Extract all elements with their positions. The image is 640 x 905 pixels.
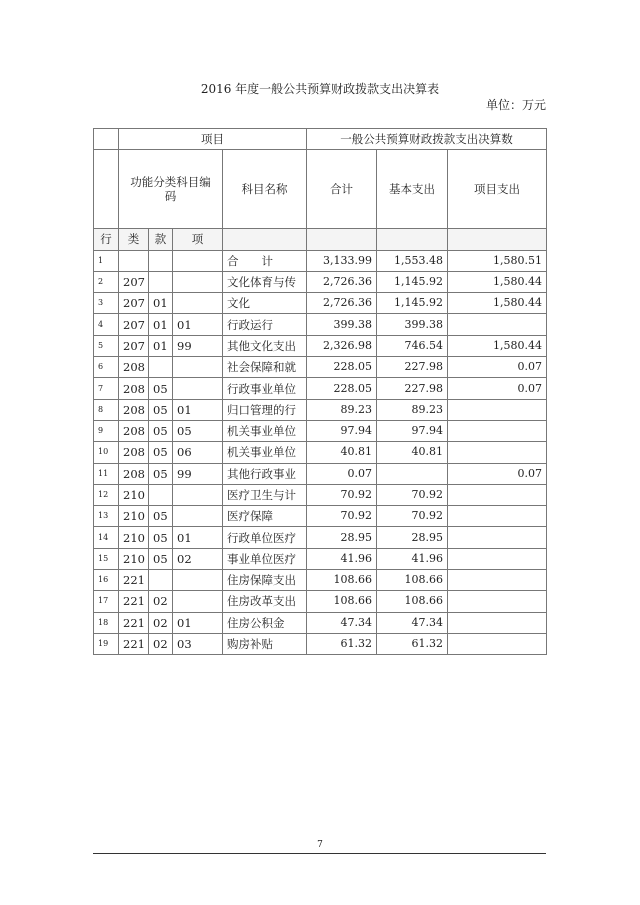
kuan-cell: 05 xyxy=(149,442,173,463)
xiang-cell: 02 xyxy=(173,548,223,569)
row-number: 19 xyxy=(94,633,119,654)
kuan-cell xyxy=(149,484,173,505)
code-header-row xyxy=(94,229,547,250)
page-number: 7 xyxy=(317,840,323,850)
lei-cell: 207 xyxy=(119,271,149,292)
xiang-cell xyxy=(173,357,223,378)
basic-cell: 97.94 xyxy=(377,420,448,441)
table-row xyxy=(94,484,547,505)
table-row xyxy=(94,570,547,591)
total-cell: 2,726.36 xyxy=(307,271,377,292)
name-cell: 住房公积金 xyxy=(223,612,307,633)
proj-cell xyxy=(448,484,547,505)
lei-cell: 210 xyxy=(119,548,149,569)
table-row xyxy=(94,399,547,420)
total-cell: 399.38 xyxy=(307,314,377,335)
name-cell: 行政事业单位 xyxy=(223,378,307,399)
budget-header: 一般公共预算财政拨款支出决算数 xyxy=(307,129,547,150)
kuan-cell xyxy=(149,357,173,378)
total-cell: 28.95 xyxy=(307,527,377,548)
total-cell: 70.92 xyxy=(307,506,377,527)
basic-cell: 108.66 xyxy=(377,570,448,591)
basic-cell: 47.34 xyxy=(377,612,448,633)
name-cell: 其他文化支出 xyxy=(223,335,307,356)
name-cell: 社会保障和就 xyxy=(223,357,307,378)
table-row xyxy=(94,633,547,654)
lei-cell: 221 xyxy=(119,570,149,591)
table-row xyxy=(94,271,547,292)
total-cell: 228.05 xyxy=(307,357,377,378)
kuan-cell: 05 xyxy=(149,463,173,484)
table-row xyxy=(94,335,547,356)
name-cell: 住房改革支出 xyxy=(223,591,307,612)
xiang-cell xyxy=(173,250,223,271)
basic-cell: 746.54 xyxy=(377,335,448,356)
basic-cell: 1,145.92 xyxy=(377,293,448,314)
proj-cell: 1,580.44 xyxy=(448,271,547,292)
name-cell: 购房补贴 xyxy=(223,633,307,654)
basic-cell: 227.98 xyxy=(377,357,448,378)
basic-cell: 227.98 xyxy=(377,378,448,399)
row-number: 18 xyxy=(94,612,119,633)
row-number: 1 xyxy=(94,250,119,271)
row-number: 13 xyxy=(94,506,119,527)
row-number: 14 xyxy=(94,527,119,548)
kuan-cell: 05 xyxy=(149,506,173,527)
basic-cell: 41.96 xyxy=(377,548,448,569)
row-number: 3 xyxy=(94,293,119,314)
proj-cell xyxy=(448,612,547,633)
lei-header: 类 xyxy=(119,229,149,250)
total-cell: 228.05 xyxy=(307,378,377,399)
basic-cell: 28.95 xyxy=(377,527,448,548)
basic-cell: 70.92 xyxy=(377,484,448,505)
kuan-cell: 05 xyxy=(149,378,173,399)
basic-cell: 61.32 xyxy=(377,633,448,654)
xiang-cell: 01 xyxy=(173,399,223,420)
footer-divider xyxy=(93,853,546,854)
table-row xyxy=(94,527,547,548)
row-number: 7 xyxy=(94,378,119,399)
row-number: 16 xyxy=(94,570,119,591)
xiang-cell xyxy=(173,591,223,612)
row-header: 行 xyxy=(94,229,119,250)
lei-cell: 207 xyxy=(119,293,149,314)
xiang-cell xyxy=(173,484,223,505)
lei-cell: 221 xyxy=(119,612,149,633)
basic-cell xyxy=(377,463,448,484)
table-row xyxy=(94,250,547,271)
total-cell: 70.92 xyxy=(307,484,377,505)
table-row xyxy=(94,591,547,612)
xiang-cell: 05 xyxy=(173,420,223,441)
name-cell: 行政单位医疗 xyxy=(223,527,307,548)
lei-cell: 221 xyxy=(119,591,149,612)
kuan-cell: 01 xyxy=(149,335,173,356)
total-cell: 2,326.98 xyxy=(307,335,377,356)
proj-cell xyxy=(448,442,547,463)
total-cell: 47.34 xyxy=(307,612,377,633)
total-cell: 2,726.36 xyxy=(307,293,377,314)
proj-cell: 1,580.44 xyxy=(448,335,547,356)
row-number: 8 xyxy=(94,399,119,420)
proj-cell xyxy=(448,506,547,527)
proj-cell xyxy=(448,420,547,441)
lei-cell: 207 xyxy=(119,314,149,335)
kuan-cell: 05 xyxy=(149,548,173,569)
total-cell: 89.23 xyxy=(307,399,377,420)
proj-cell xyxy=(448,314,547,335)
table-row xyxy=(94,378,547,399)
total-cell: 0.07 xyxy=(307,463,377,484)
basic-cell: 1,145.92 xyxy=(377,271,448,292)
row-number: 9 xyxy=(94,420,119,441)
name-cell: 事业单位医疗 xyxy=(223,548,307,569)
total-cell: 61.32 xyxy=(307,633,377,654)
row-number: 5 xyxy=(94,335,119,356)
name-header: 科目名称 xyxy=(223,150,307,229)
basic-cell: 89.23 xyxy=(377,399,448,420)
total-cell: 3,133.99 xyxy=(307,250,377,271)
kuan-cell: 01 xyxy=(149,293,173,314)
lei-cell: 210 xyxy=(119,484,149,505)
code-header: 功能分类科目编码 xyxy=(119,150,223,229)
proj-cell: 0.07 xyxy=(448,357,547,378)
row-number: 2 xyxy=(94,271,119,292)
xiang-cell: 06 xyxy=(173,442,223,463)
kuan-header: 款 xyxy=(149,229,173,250)
proj-cell xyxy=(448,570,547,591)
table-row xyxy=(94,463,547,484)
name-cell: 住房保障支出 xyxy=(223,570,307,591)
name-cell: 合 计 xyxy=(223,250,307,271)
proj-cell xyxy=(448,591,547,612)
lei-cell: 210 xyxy=(119,506,149,527)
table-row xyxy=(94,506,547,527)
name-cell: 机关事业单位 xyxy=(223,420,307,441)
subheader-row xyxy=(94,150,547,229)
row-number: 4 xyxy=(94,314,119,335)
lei-cell: 208 xyxy=(119,378,149,399)
kuan-cell: 02 xyxy=(149,633,173,654)
kuan-cell: 05 xyxy=(149,420,173,441)
lei-cell xyxy=(119,250,149,271)
proj-cell xyxy=(448,527,547,548)
name-cell: 文化体育与传 xyxy=(223,271,307,292)
row-number: 12 xyxy=(94,484,119,505)
xiang-cell xyxy=(173,271,223,292)
row-number: 11 xyxy=(94,463,119,484)
project-header: 项目 xyxy=(119,129,307,150)
kuan-cell xyxy=(149,250,173,271)
lei-cell: 221 xyxy=(119,633,149,654)
header-row xyxy=(94,129,547,150)
kuan-cell: 05 xyxy=(149,399,173,420)
proj-cell xyxy=(448,399,547,420)
proj-cell: 0.07 xyxy=(448,463,547,484)
proj-header: 项目支出 xyxy=(448,150,547,229)
lei-cell: 208 xyxy=(119,442,149,463)
name-cell: 机关事业单位 xyxy=(223,442,307,463)
name-cell: 归口管理的行 xyxy=(223,399,307,420)
table-row xyxy=(94,314,547,335)
lei-cell: 208 xyxy=(119,357,149,378)
basic-cell: 108.66 xyxy=(377,591,448,612)
kuan-cell: 02 xyxy=(149,612,173,633)
table-row xyxy=(94,357,547,378)
xiang-header: 项 xyxy=(173,229,223,250)
row-number: 10 xyxy=(94,442,119,463)
lei-cell: 210 xyxy=(119,527,149,548)
lei-cell: 208 xyxy=(119,463,149,484)
basic-cell: 399.38 xyxy=(377,314,448,335)
proj-cell: 0.07 xyxy=(448,378,547,399)
xiang-cell xyxy=(173,378,223,399)
xiang-cell: 01 xyxy=(173,314,223,335)
table-row xyxy=(94,442,547,463)
lei-cell: 207 xyxy=(119,335,149,356)
total-header: 合计 xyxy=(307,150,377,229)
kuan-cell: 05 xyxy=(149,527,173,548)
kuan-cell xyxy=(149,570,173,591)
table-row xyxy=(94,293,547,314)
table-title: 2016 年度一般公共预算财政拨款支出决算表 xyxy=(200,82,440,96)
xiang-cell xyxy=(173,506,223,527)
xiang-cell: 03 xyxy=(173,633,223,654)
xiang-cell: 99 xyxy=(173,335,223,356)
table-row xyxy=(94,548,547,569)
xiang-cell xyxy=(173,293,223,314)
basic-cell: 40.81 xyxy=(377,442,448,463)
name-cell: 文化 xyxy=(223,293,307,314)
name-cell: 行政运行 xyxy=(223,314,307,335)
kuan-cell xyxy=(149,271,173,292)
xiang-cell: 99 xyxy=(173,463,223,484)
kuan-cell: 02 xyxy=(149,591,173,612)
basic-cell: 70.92 xyxy=(377,506,448,527)
proj-cell xyxy=(448,633,547,654)
expenditure-table xyxy=(93,128,547,655)
total-cell: 40.81 xyxy=(307,442,377,463)
basic-header: 基本支出 xyxy=(377,150,448,229)
total-cell: 97.94 xyxy=(307,420,377,441)
name-cell: 医疗卫生与计 xyxy=(223,484,307,505)
row-number: 17 xyxy=(94,591,119,612)
basic-cell: 1,553.48 xyxy=(377,250,448,271)
row-number: 6 xyxy=(94,357,119,378)
xiang-cell xyxy=(173,570,223,591)
kuan-cell: 01 xyxy=(149,314,173,335)
proj-cell: 1,580.51 xyxy=(448,250,547,271)
total-cell: 108.66 xyxy=(307,591,377,612)
name-cell: 其他行政事业 xyxy=(223,463,307,484)
lei-cell: 208 xyxy=(119,399,149,420)
total-cell: 108.66 xyxy=(307,570,377,591)
name-cell: 医疗保障 xyxy=(223,506,307,527)
table-row xyxy=(94,420,547,441)
total-cell: 41.96 xyxy=(307,548,377,569)
lei-cell: 208 xyxy=(119,420,149,441)
proj-cell: 1,580.44 xyxy=(448,293,547,314)
table-row xyxy=(94,612,547,633)
xiang-cell: 01 xyxy=(173,527,223,548)
row-number: 15 xyxy=(94,548,119,569)
unit-label: 单位：万元 xyxy=(485,98,546,112)
xiang-cell: 01 xyxy=(173,612,223,633)
proj-cell xyxy=(448,548,547,569)
